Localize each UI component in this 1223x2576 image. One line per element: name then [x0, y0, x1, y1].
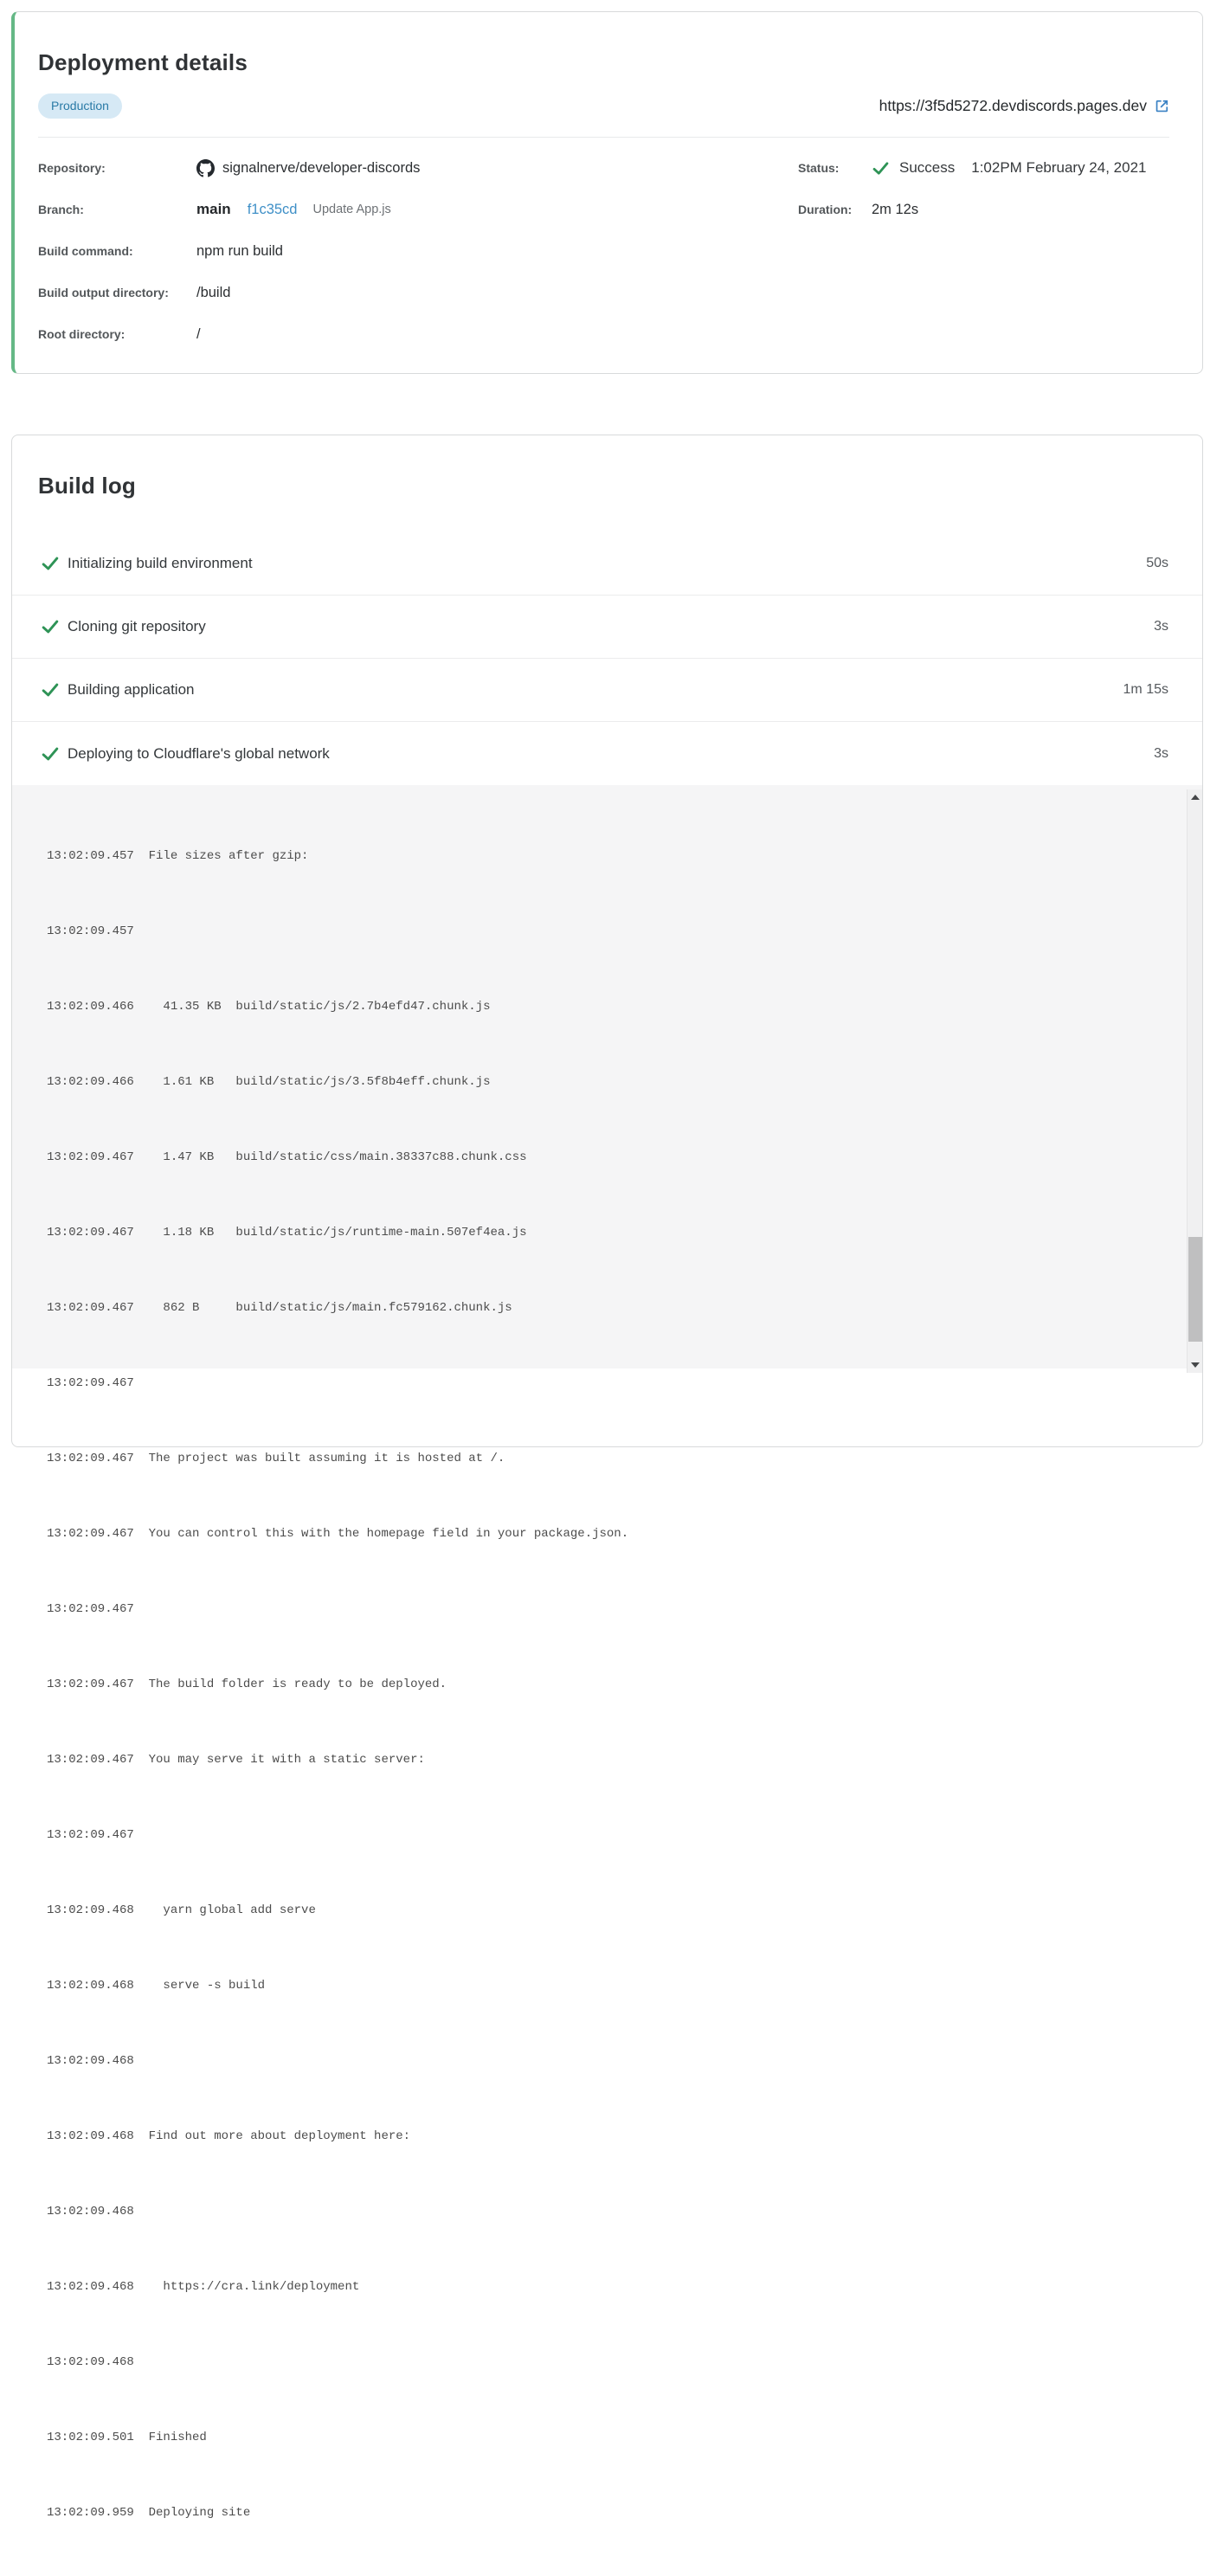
stage-duration: 3s	[1154, 745, 1168, 761]
environment-badge: Production	[38, 93, 122, 119]
log-line: 13:02:09.467 The build folder is ready to be deployed.	[47, 1678, 447, 1691]
log-line: 13:02:09.468 yarn global add serve	[47, 1903, 316, 1917]
log-line: 13:02:09.468 https://cra.link/deployment	[47, 2280, 360, 2294]
stage-label: Deploying to Cloudflare's global network	[68, 744, 330, 762]
root-directory-row	[38, 313, 798, 355]
build-output-directory-value: /build	[196, 284, 231, 300]
deployment-details-title: Deployment details	[38, 49, 248, 75]
root-directory-label: Root directory:	[38, 327, 126, 341]
log-line: 13:02:09.468	[47, 2054, 134, 2068]
badge-row	[38, 93, 1169, 119]
build-command-value: npm run build	[196, 242, 283, 259]
deployment-url-link[interactable]	[879, 97, 1169, 115]
status-timestamp: 1:02PM February 24, 2021	[971, 159, 1147, 176]
build-output-directory-label: Build output directory:	[38, 286, 169, 299]
check-icon	[872, 159, 890, 177]
check-icon	[41, 554, 60, 573]
stage-initializing-build-environment[interactable]	[12, 532, 1202, 596]
log-line: 13:02:09.468 serve -s build	[47, 1979, 266, 1993]
log-line: 13:02:09.467	[47, 1828, 134, 1842]
section-divider	[38, 137, 1169, 138]
commit-hash-link[interactable]: f1c35cd	[247, 201, 298, 217]
branch-row	[38, 189, 798, 230]
check-icon	[41, 617, 60, 636]
repository-row	[38, 147, 798, 189]
log-line: 13:02:09.466 1.61 KB build/static/js/3.5f8b4eff.chunk.js	[47, 1075, 491, 1089]
stage-building-application[interactable]	[12, 659, 1202, 722]
build-stage-list	[12, 532, 1202, 785]
build-log-card	[11, 435, 1203, 2520]
stage-duration: 1m 15s	[1123, 682, 1168, 697]
branch-label: Branch:	[38, 203, 84, 216]
log-line: 13:02:09.959 Deploying site	[47, 2506, 251, 2520]
build-command-label: Build command:	[38, 244, 133, 258]
log-line: 13:02:09.457 File sizes after gzip:	[47, 849, 309, 863]
build-command-row	[38, 230, 798, 272]
log-line: 13:02:09.467 You may serve it with a static server:	[47, 1753, 425, 1767]
scroll-up-arrow-icon[interactable]	[1188, 789, 1202, 805]
deployment-url: https://3f5d5272.devdiscords.pages.dev	[879, 97, 1147, 114]
stage-duration: 50s	[1146, 556, 1168, 570]
stage-label: Initializing build environment	[68, 555, 253, 571]
duration-value: 2m 12s	[872, 201, 919, 217]
stage-label: Cloning git repository	[68, 618, 206, 634]
build-log-output[interactable]	[12, 785, 1202, 2520]
log-line: 13:02:09.466 41.35 KB build/static/js/2.7b4efd47.chunk.js	[47, 1000, 491, 1014]
branch-name: main	[196, 201, 231, 217]
log-line: 13:02:09.468 Find out more about deployment here:	[47, 2129, 411, 2143]
deployment-details-card	[11, 11, 1203, 374]
build-log-title: Build log	[38, 473, 136, 499]
check-icon	[41, 680, 60, 699]
scroll-down-arrow-icon[interactable]	[1188, 1357, 1202, 1373]
build-output-directory-row	[38, 272, 798, 313]
external-link-icon	[1155, 99, 1169, 113]
status-value: Success	[899, 159, 956, 176]
stage-label: Building application	[68, 681, 195, 698]
stage-cloning-git-repository[interactable]	[12, 596, 1202, 659]
log-line: 13:02:09.468	[47, 2205, 134, 2219]
status-label: Status:	[798, 161, 840, 175]
log-scrollbar[interactable]	[1187, 789, 1202, 1373]
log-line: 13:02:09.501 Finished	[47, 2431, 207, 2444]
log-line: 13:02:09.467 862 B build/static/js/main.fc579162.chunk.js	[47, 1301, 512, 1315]
log-line: 13:02:09.468	[47, 2355, 134, 2369]
check-icon	[41, 744, 60, 763]
scrollbar-thumb[interactable]	[1188, 1237, 1202, 1342]
stage-deploying-to-cloudflare-network[interactable]	[12, 722, 1202, 785]
root-directory-value: /	[196, 325, 201, 342]
repository-name-link[interactable]: signalnerve/developer-discords	[222, 159, 421, 176]
duration-row	[798, 189, 1169, 230]
log-line: 13:02:09.467 1.18 KB build/static/js/runtime-main.507ef4ea.js	[47, 1226, 527, 1240]
repository-label: Repository:	[38, 161, 106, 175]
duration-label: Duration:	[798, 203, 853, 216]
log-line: 13:02:09.467 You can control this with the homepage field in your package.json.	[47, 1527, 629, 1541]
deployment-detail-grid	[38, 147, 1169, 355]
log-line: 13:02:09.467 1.47 KB build/static/css/main.38337c88.chunk.css	[47, 1150, 527, 1164]
github-icon	[196, 159, 215, 177]
stage-duration: 3s	[1154, 619, 1168, 634]
status-row	[798, 147, 1169, 189]
log-line: 13:02:09.467 The project was built assuming it is hosted at /.	[47, 1452, 505, 1465]
log-line: 13:02:09.457	[47, 924, 134, 938]
log-line: 13:02:09.467	[47, 1602, 134, 1616]
log-line: 13:02:09.467	[47, 1376, 134, 1390]
commit-message: Update App.js	[312, 203, 391, 216]
